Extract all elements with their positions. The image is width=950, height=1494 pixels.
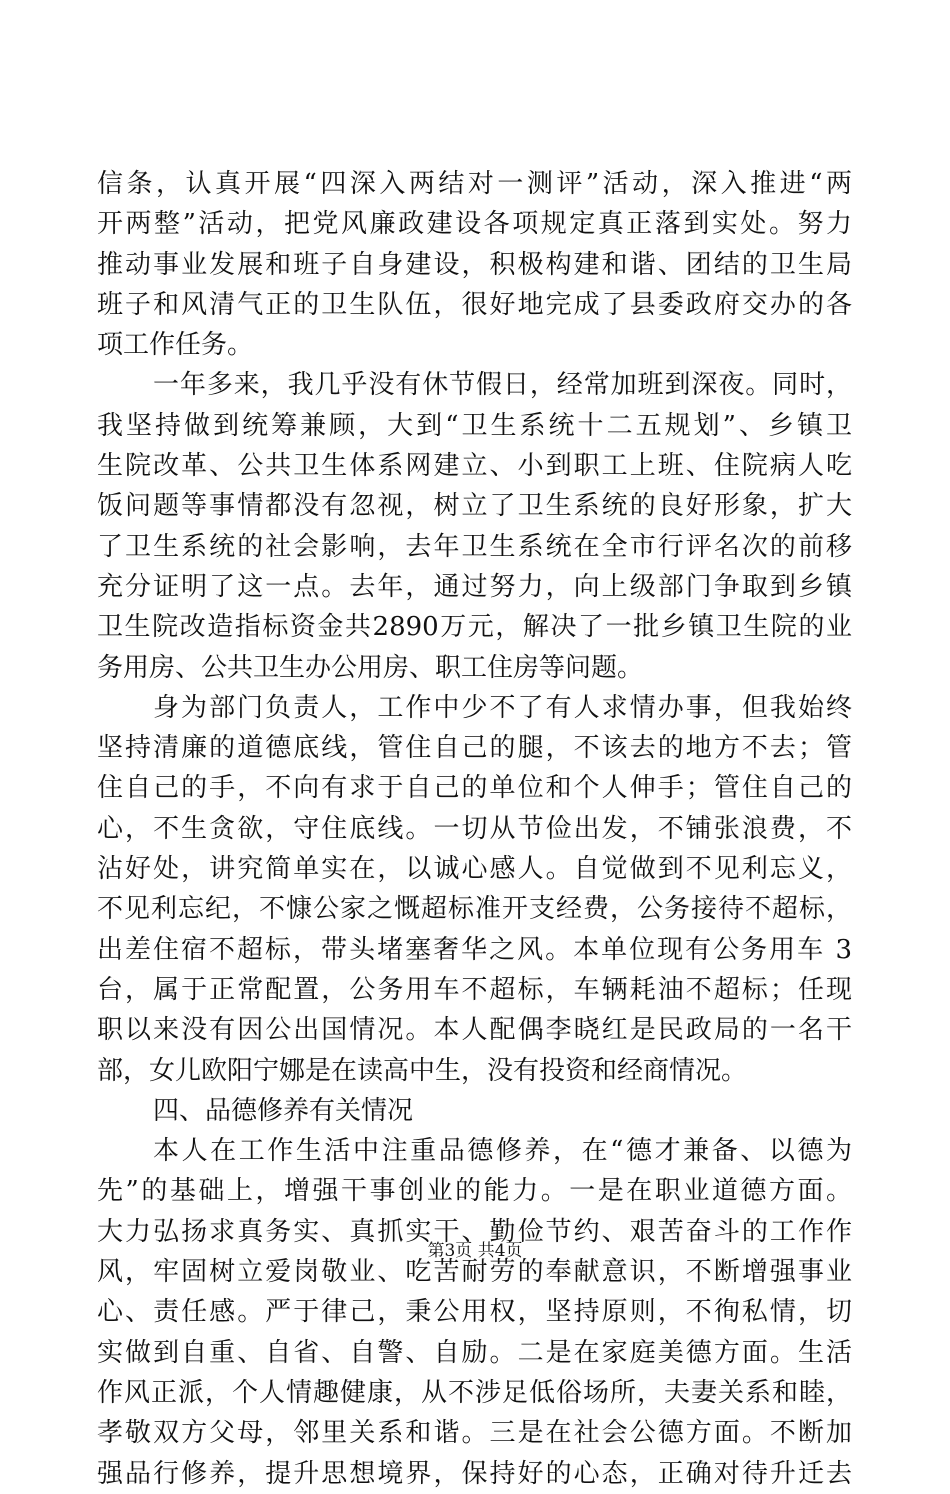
- text-line: 部，女儿欧阳宁娜是在读高中生，没有投资和经商情况。: [97, 1055, 748, 1086]
- text-line: 强品行修养，提升思想境界，保持好的心态，正确对待升迁去: [97, 1458, 852, 1489]
- text-line: 四、品德修养有关情况: [153, 1095, 414, 1126]
- text-line: 本人在工作生活中注重品德修养，在“德才兼备、以德为: [153, 1136, 852, 1167]
- text-line: 饭问题等事情都没有忽视，树立了卫生系统的良好形象，扩大: [97, 491, 852, 522]
- paragraph: [97, 688, 852, 1091]
- text-line: 台，属于正常配置，公务用车不超标，车辆耗油不超标；任现: [97, 974, 852, 1005]
- paragraph: [97, 164, 852, 365]
- text-line: 心、责任感。严于律己，秉公用权，坚持原则，不徇私情，切: [97, 1297, 852, 1328]
- text-line: 出差住宿不超标，带头堵塞奢华之风。本单位现有公务用车 3: [97, 934, 852, 965]
- text-line: 班子和风清气正的卫生队伍，很好地完成了县委政府交办的各: [97, 289, 852, 320]
- text-line: 生院改革、公共卫生体系网建立、小到职工上班、住院病人吃: [97, 451, 852, 482]
- text-line: 信条，认真开展“四深入两结对一测评”活动，深入推进“两: [97, 169, 852, 199]
- page-footer: 第3页 共4页: [427, 1241, 523, 1261]
- text-line: 大力弘扬求真务实、真抓实干、勤俭节约、艰苦奋斗的工作作: [97, 1216, 852, 1247]
- text-line: 不见利忘纪，不慷公家之慨超标准开支经费，公务接待不超标，: [97, 894, 852, 925]
- text-line: 一年多来，我几乎没有休节假日，经常加班到深夜。同时，: [153, 370, 852, 401]
- text-line: 风，牢固树立爱岗敬业、吃苦耐劳的奉献意识，不断增强事业: [97, 1257, 852, 1288]
- text-line: 了卫生系统的社会影响，去年卫生系统在全市行评名次的前移: [97, 531, 852, 562]
- text-line: 住自己的手，不向有求于自己的单位和个人伸手；管住自己的: [97, 773, 852, 804]
- paragraph: [97, 365, 852, 687]
- section-heading: [97, 1091, 852, 1131]
- text-line: 开两整”活动，把党风廉政建设各项规定真正落到实处。努力: [97, 209, 852, 240]
- text-line: 充分证明了这一点。去年，通过努力，向上级部门争取到乡镇: [97, 571, 852, 602]
- text-line: 职以来没有因公出国情况。本人配偶李晓红是民政局的一名干: [97, 1015, 852, 1046]
- text-line: 我坚持做到统筹兼顾，大到“卫生系统十二五规划”、乡镇卫: [97, 410, 852, 441]
- text-line: 推动事业发展和班子自身建设，积极构建和谐、团结的卫生局: [97, 249, 852, 280]
- text-line: 卫生院改造指标资金共2890万元，解决了一批乡镇卫生院的业: [97, 612, 852, 643]
- text-line: 实做到自重、自省、自警、自励。二是在家庭美德方面。生活: [97, 1337, 852, 1368]
- text-line: 心，不生贪欲，守住底线。一切从节俭出发，不铺张浪费，不: [97, 813, 852, 844]
- text-line: 身为部门负责人，工作中少不了有人求情办事，但我始终: [153, 692, 852, 723]
- text-line: 务用房、公共卫生办公用房、职工住房等问题。: [97, 652, 644, 683]
- text-line: 沾好处，讲究简单实在，以诚心感人。自觉做到不见利忘义，: [97, 854, 852, 885]
- paragraph: [97, 1131, 852, 1494]
- text-line: 坚持清廉的道德底线，管住自己的腿，不该去的地方不去；管: [97, 733, 852, 764]
- document-body: [97, 164, 852, 1494]
- text-line: 孝敬双方父母，邻里关系和谐。三是在社会公德方面。不断加: [97, 1418, 852, 1449]
- text-line: 作风正派，个人情趣健康，从不涉足低俗场所，夫妻关系和睦，: [97, 1377, 852, 1408]
- text-line: 先”的基础上，增强干事创业的能力。一是在职业道德方面。: [97, 1176, 852, 1207]
- text-line: 项工作任务。: [97, 330, 254, 361]
